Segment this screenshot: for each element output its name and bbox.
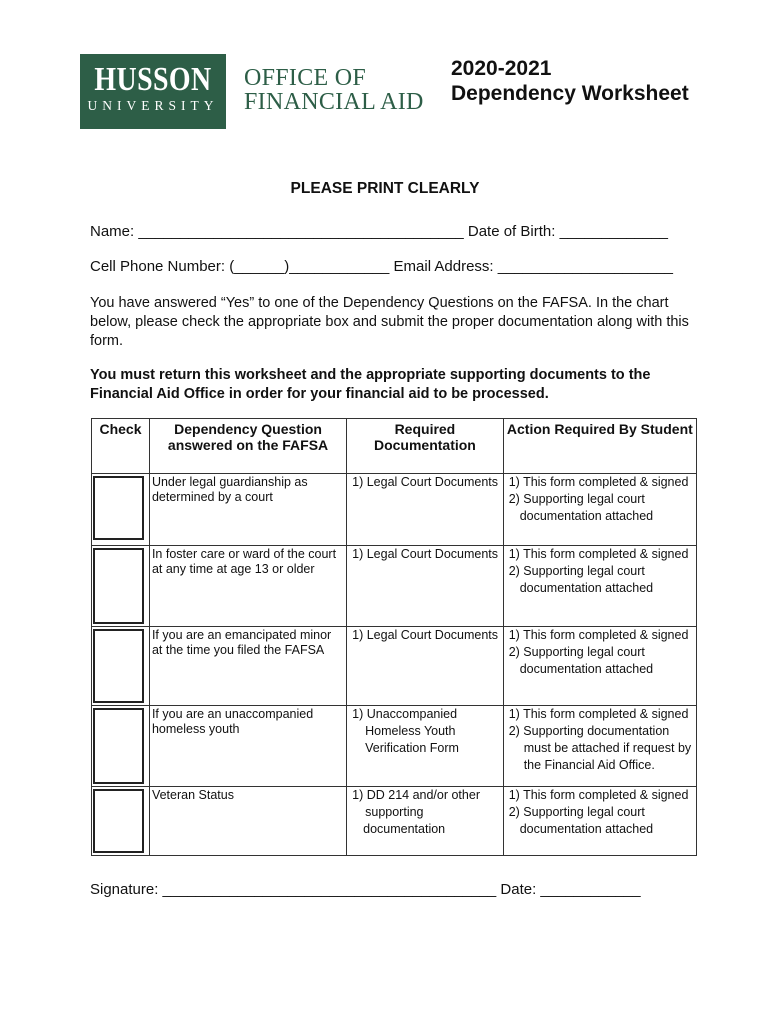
return-notice: You must return this worksheet and the appropriate supporting documents to the Financial Aid Office in order for your financial aid to be processed. [90, 367, 651, 402]
office-title [244, 66, 424, 114]
action-text: 1) This form completed & signed [508, 628, 689, 642]
question-text: Under legal guardianship as determined by a court [151, 475, 308, 504]
action-text: documentation attached [519, 509, 654, 523]
academic-year: 2020-2021 [451, 57, 552, 80]
print-instruction: PLEASE PRINT CLEARLY [290, 180, 480, 197]
row-checkbox[interactable] [93, 708, 144, 784]
header-question: Dependency Question answered on the FAFSA [149, 419, 346, 474]
question-text: In foster care or ward of the court at any time at age 13 or older [151, 547, 337, 576]
action-text: documentation attached [519, 662, 654, 676]
header-check: Check [92, 419, 150, 474]
action-text: the Financial Aid Office. [523, 758, 655, 772]
docs-text: supporting [365, 805, 424, 819]
table-row [92, 546, 697, 627]
office-line-1: OFFICE OF [244, 65, 367, 91]
row-checkbox[interactable] [93, 629, 144, 703]
question-text: If you are an unaccompanied homeless youth [151, 707, 314, 736]
husson-logo [80, 54, 226, 129]
header-action: Action Required By Student [503, 419, 696, 474]
docs-text: 1) Unaccompanied [352, 707, 458, 721]
action-text: 1) This form completed & signed [508, 547, 689, 561]
action-text: 2) Supporting legal court [508, 805, 645, 819]
logo-name: HUSSON [94, 61, 212, 98]
action-text: 2) Supporting legal court [508, 492, 645, 506]
docs-text: documentation [363, 822, 446, 836]
intro-paragraph: You have answered “Yes” to one of the Dependency Questions on the FAFSA. In the chart below, please check the appropriate box and submit the proper documentation along with this form. [90, 295, 689, 349]
docs-text: Verification Form [365, 741, 459, 755]
question-text: If you are an emancipated minor at the time you filed the FAFSA [151, 628, 332, 657]
row-checkbox[interactable] [93, 789, 144, 853]
action-text: documentation attached [519, 822, 654, 836]
docs-text: 1) DD 214 and/or other [352, 788, 480, 802]
docs-text: 1) Legal Court Documents [352, 547, 499, 561]
table-row [92, 474, 697, 546]
logo-sub: UNIVERSITY [87, 98, 219, 113]
worksheet-title: Dependency Worksheet [451, 82, 689, 105]
action-text: 1) This form completed & signed [508, 475, 689, 489]
action-text: documentation attached [519, 581, 654, 595]
action-text: 1) This form completed & signed [508, 707, 689, 721]
table-row [92, 706, 697, 787]
header-docs: Required Documentation [347, 419, 504, 474]
row-checkbox[interactable] [93, 476, 144, 540]
table-row [92, 787, 697, 856]
office-line-2: FINANCIAL AID [244, 89, 424, 115]
action-text: 2) Supporting legal court [508, 645, 645, 659]
phone-email-line[interactable]: Cell Phone Number: (______)____________ Email Address: _____________________ [90, 258, 673, 275]
action-text: 2) Supporting documentation [508, 724, 670, 738]
table-row [92, 627, 697, 706]
docs-text: 1) Legal Court Documents [352, 628, 499, 642]
row-checkbox[interactable] [93, 548, 144, 624]
question-text: Veteran Status [151, 788, 234, 802]
dependency-table [91, 418, 697, 856]
table-header-row [92, 419, 697, 474]
docs-text: Homeless Youth [365, 724, 456, 738]
docs-text: 1) Legal Court Documents [352, 475, 499, 489]
action-text: 1) This form completed & signed [508, 788, 689, 802]
action-text: 2) Supporting legal court [508, 564, 645, 578]
action-text: must be attached if request by [523, 741, 692, 755]
signature-date-line[interactable]: Signature: ________________________________________ Date: ____________ [90, 881, 641, 898]
name-dob-line[interactable]: Name: _______________________________________ Date of Birth: _____________ [90, 223, 669, 240]
